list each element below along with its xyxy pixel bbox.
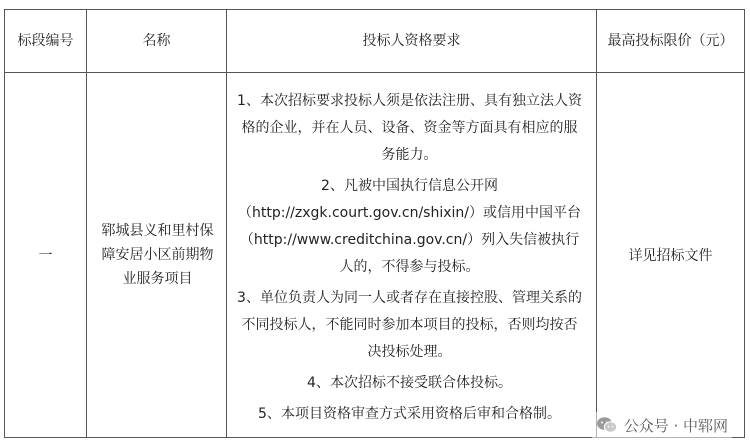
project-name-cell: 郓城县义和里村保障安居小区前期物业服务项目 — [87, 73, 227, 438]
tender-table — [4, 9, 745, 438]
requirement-item: 5、本项目资格审查方式采用资格后审和合格制。 — [258, 406, 561, 422]
header-qualification: 投标人资格要求 — [227, 10, 597, 73]
header-name: 名称 — [87, 10, 227, 73]
wechat-watermark — [592, 412, 732, 438]
table-row — [5, 73, 745, 438]
requirement-item: 2、凡被中国执行信息公开网（http://zxgk.court.gov.cn/shixin/）或信用中国平台（http://www.creditchina.gov.cn/）列入失信被执行人的，不得参与投标。 — [237, 178, 581, 275]
header-max-price: 最高投标限价（元） — [597, 10, 745, 73]
section-no-cell: 一 — [5, 73, 87, 438]
header-row — [5, 10, 745, 73]
header-section-no: 标段编号 — [5, 10, 87, 73]
requirement-item: 1、本次招标要求投标人须是依法注册、具有独立法人资格的企业，并在人员、设备、资金等方面具有相应的服务能力。 — [237, 93, 582, 163]
max-price-cell: 详见招标文件 — [597, 73, 745, 438]
requirement-item: 3、单位负责人为同一人或者存在直接控股、管理关系的不同投标人，不能同时参加本项目的投标，否则均按否决投标处理。 — [237, 290, 582, 360]
requirements-cell — [227, 73, 597, 438]
wechat-icon — [596, 416, 618, 434]
requirement-item: 4、本次招标不接受联合体投标。 — [307, 375, 512, 391]
watermark-text: 公众号 · 中郓网 — [623, 416, 728, 435]
